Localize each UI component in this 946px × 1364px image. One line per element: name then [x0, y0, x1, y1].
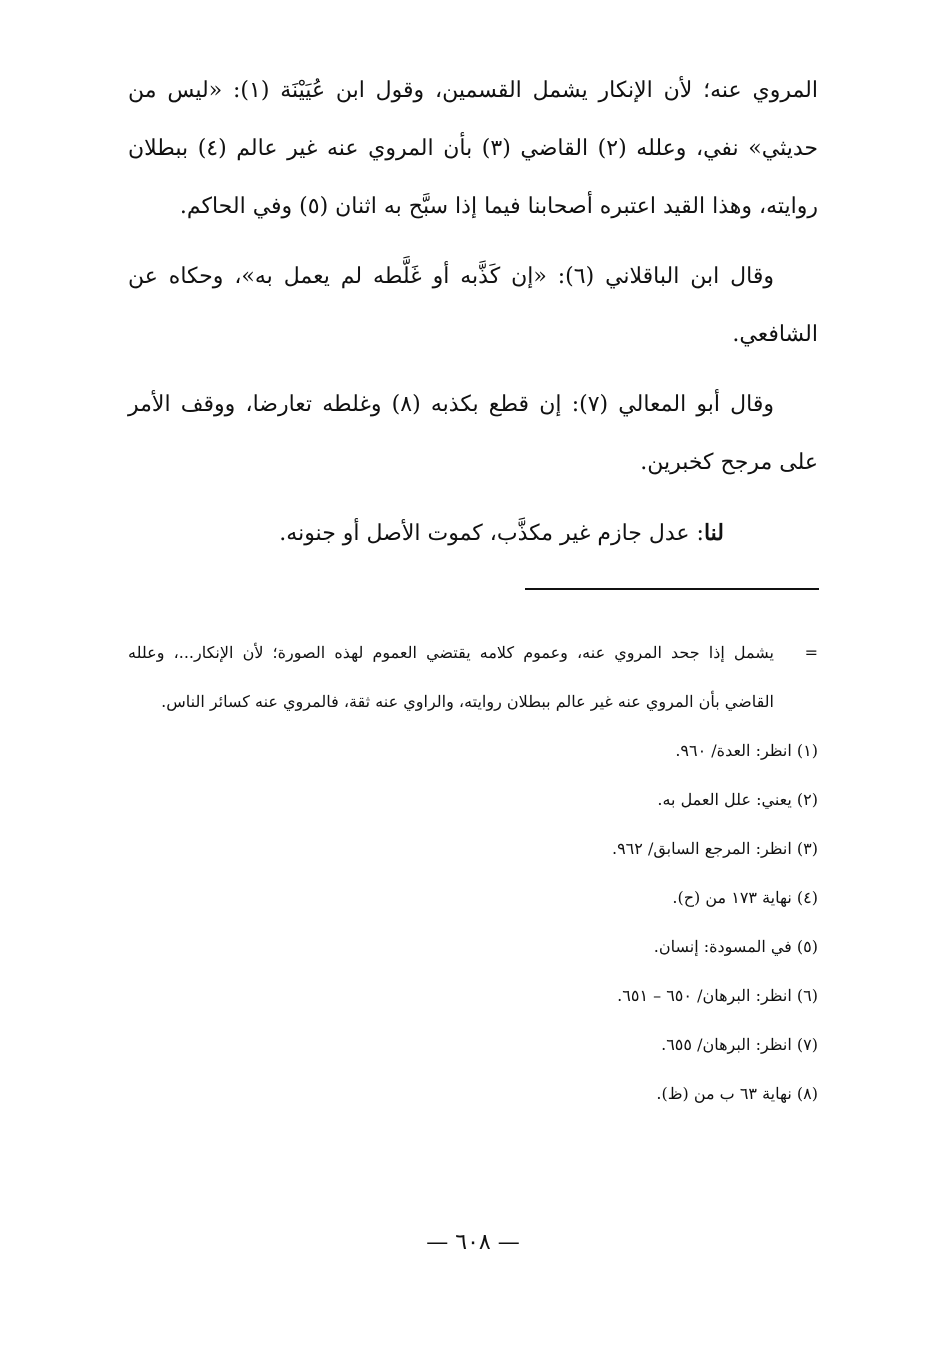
main-text	[128, 62, 818, 575]
main-paragraph-3: وقال أبو المعالي (٧): إن قطع بكذبه (٨) وغلطه تعارضا، ووقف الأمر على مرجح كخبرين.	[128, 392, 818, 475]
page-number: — ٦٠٨ —	[426, 1230, 520, 1255]
main-paragraph-2: وقال ابن الباقلاني (٦): «إن كَذَّبه أو غَلَّطه لم يعمل به»، وحكاه عن الشافعي.	[128, 264, 818, 347]
footnotes	[128, 628, 818, 1118]
footnote-7: (٧) انظر: البرهان/ ٦٥٥.	[661, 1035, 818, 1054]
footnote-5: (٥) في المسودة: إنسان.	[653, 937, 818, 956]
continuation-text: يشمل إذا جحد المروي عنه، وعموم كلامه يقتضي العموم لهذه الصورة؛ لأن الإنكار...، وعلله القاضي بأن المروي عنه غير عالم ببطلان روايته، والراوي عنه ثقة، فالمروي عنه كسائر الناس.	[128, 643, 774, 711]
conclusion-label: لنا	[703, 520, 724, 546]
conclusion-paragraph	[128, 504, 818, 563]
footnote-2: (٢) يعني: علل العمل به.	[657, 790, 818, 809]
footnote-3: (٣) انظر: المرجع السابق/ ٩٦٢.	[611, 839, 818, 858]
footnote-4: (٤) نهاية ١٧٣ من (ح).	[672, 888, 818, 907]
footnote-separator	[525, 588, 819, 590]
continuation-mark: =	[804, 643, 818, 662]
main-paragraph-1: المروي عنه؛ لأن الإنكار يشمل القسمين، وقول ابن عُيَيْنَة (١): «ليس من حديثي» نفي، وعلله (٢) القاضي (٣) بأن المروي عنه غير عالم (٤) ببطلان روايته، وهذا القيد اعتبره أصحابنا فيما إذا سبَّح به اثنان (٥) وفي الحاكم.	[128, 78, 818, 219]
footnote-8: (٨) نهاية ٦٣ ب من (ظ).	[656, 1084, 818, 1103]
conclusion-text: : عدل جازم غير مكذَّب، كموت الأصل أو جنونه.	[279, 521, 704, 546]
footnote-6: (٦) انظر: البرهان/ ٦٥٠ – ٦٥١.	[617, 986, 818, 1005]
footnote-1: (١) انظر: العدة/ ٩٦٠.	[675, 741, 818, 760]
footnote-continuation	[128, 628, 818, 726]
